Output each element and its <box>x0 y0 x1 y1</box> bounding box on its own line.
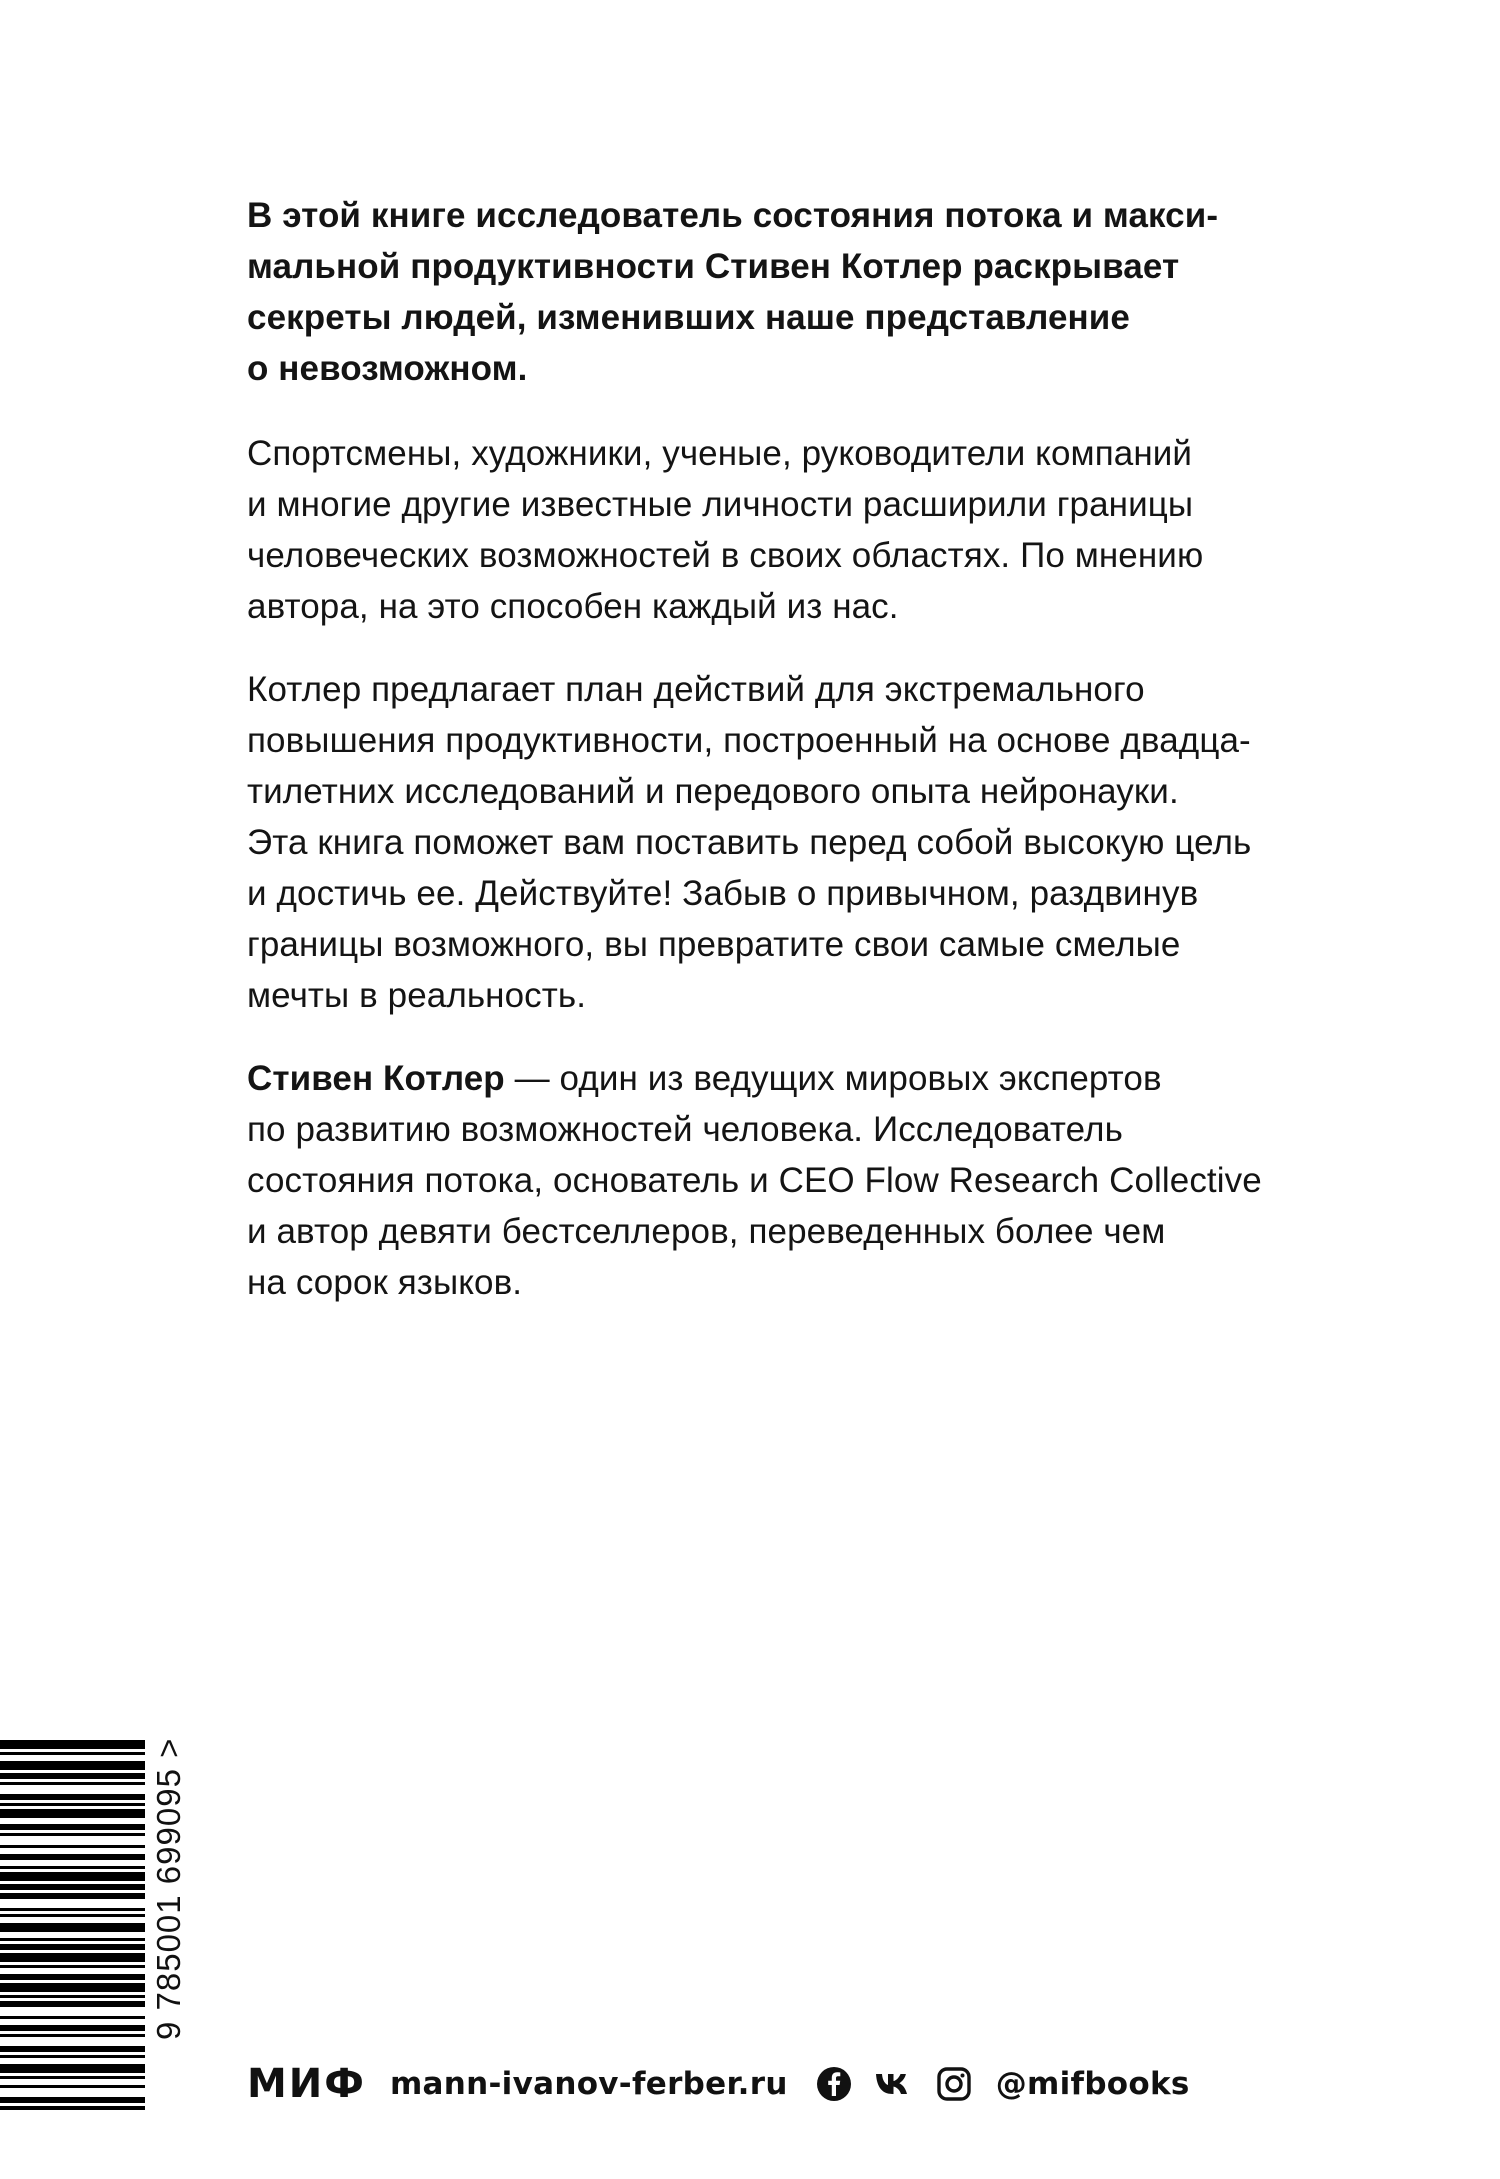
barcode-bar <box>0 2076 145 2079</box>
barcode-bar <box>0 2046 145 2052</box>
barcode-bar <box>0 1866 145 1869</box>
barcode-bar <box>0 1824 145 1830</box>
barcode-bar <box>0 1854 145 1860</box>
paragraph-line: человеческих возможностей в своих областях. По мнению <box>247 536 1204 575</box>
paragraph-2 <box>247 664 1267 1021</box>
barcode-bar <box>0 1923 145 1932</box>
paragraph-line: и многие другие известные личности расширили границы <box>247 485 1194 524</box>
paragraph-line: Спортсмены, художники, ученые, руководители компаний <box>247 434 1193 473</box>
barcode-bars <box>0 1740 150 2110</box>
paragraph-line: границы возможного, вы превратите свои самые смелые <box>247 925 1181 964</box>
paragraph-line: повышения продуктивности, построенный на основе двадца- <box>247 721 1251 760</box>
paragraph-line: на сорок языков. <box>247 1263 523 1302</box>
lead-line: мальной продуктивности Стивен Котлер раскрывает <box>247 247 1180 286</box>
instagram-icon[interactable] <box>934 2064 974 2104</box>
barcode-bar <box>0 1752 145 1755</box>
publisher-logo: МИФ <box>247 2061 366 2107</box>
social-handle[interactable]: @mifbooks <box>995 2066 1190 2102</box>
lead-line: В этой книге исследователь состояния потока и макси- <box>247 196 1219 235</box>
barcode-bar <box>0 2034 145 2037</box>
lead-paragraph <box>247 190 1267 394</box>
paragraph-line: состояния потока, основатель и CEO Flow Research Collective <box>247 1161 1262 1200</box>
barcode-bar <box>0 1884 145 1890</box>
barcode-bar <box>0 1944 145 1950</box>
barcode-bar <box>0 1761 145 1770</box>
website-link[interactable]: mann-ivanov-ferber.ru <box>389 2066 788 2102</box>
barcode-bar <box>0 2016 145 2019</box>
publisher-footer <box>247 2056 1190 2112</box>
barcode-bar <box>0 1773 145 1779</box>
barcode-bar <box>0 2025 145 2031</box>
barcode-bar <box>0 2085 145 2088</box>
bio-first-line-rest: — один из ведущих мировых экспертов <box>504 1059 1162 1098</box>
barcode-bar <box>0 1983 145 1992</box>
isbn-digits: 9 785001 699095 > <box>150 1738 187 2041</box>
barcode-bar <box>0 1953 145 1962</box>
barcode-bar <box>0 1908 145 1911</box>
paragraph-1 <box>247 428 1267 632</box>
bio-first-line <box>247 1053 1267 1104</box>
barcode-bar <box>0 1803 145 1806</box>
barcode-bar <box>0 1794 145 1800</box>
facebook-icon[interactable] <box>814 2064 854 2104</box>
author-bio <box>247 1053 1267 1308</box>
barcode-bar <box>0 1782 145 1785</box>
lead-line: о невозможном. <box>247 349 528 388</box>
back-cover-text <box>247 190 1267 1340</box>
barcode-bar <box>0 1872 145 1881</box>
barcode-bar <box>0 2055 145 2058</box>
paragraph-line: автора, на это способен каждый из нас. <box>247 587 899 626</box>
barcode-bar <box>0 2106 145 2110</box>
paragraph-line: мечты в реальность. <box>247 976 587 1015</box>
barcode-bar <box>0 1740 145 1749</box>
paragraph-line: тилетних исследований и передового опыта нейронауки. <box>247 772 1179 811</box>
paragraph-line: по развитию возможностей человека. Исследователь <box>247 1110 1123 1149</box>
paragraph-line: и автор девяти бестселлеров, переведенных более чем <box>247 1212 1166 1251</box>
barcode-bar <box>0 1845 145 1848</box>
barcode-bar <box>0 2001 145 2007</box>
vk-icon[interactable] <box>874 2064 914 2104</box>
barcode-bar <box>0 1938 145 1941</box>
paragraph-line: и достичь ее. Действуйте! Забыв о привычном, раздвинув <box>247 874 1199 913</box>
barcode-bar <box>0 1965 145 1968</box>
barcode-bar <box>0 1893 145 1899</box>
lead-line: секреты людей, изменивших наше представление <box>247 298 1130 337</box>
author-name: Стивен Котлер <box>247 1059 505 1098</box>
barcode-bar <box>0 2064 145 2073</box>
barcode-bar <box>0 1833 145 1836</box>
barcode-bar <box>0 1974 145 1980</box>
barcode-bar <box>0 1995 145 1998</box>
paragraph-line: Эта книга поможет вам поставить перед собой высокую цель <box>247 823 1252 862</box>
barcode-bar <box>0 1809 145 1818</box>
barcode-bar <box>0 2097 145 2103</box>
paragraph-line: Котлер предлагает план действий для экстремального <box>247 670 1145 709</box>
barcode-bar <box>0 1914 145 1917</box>
